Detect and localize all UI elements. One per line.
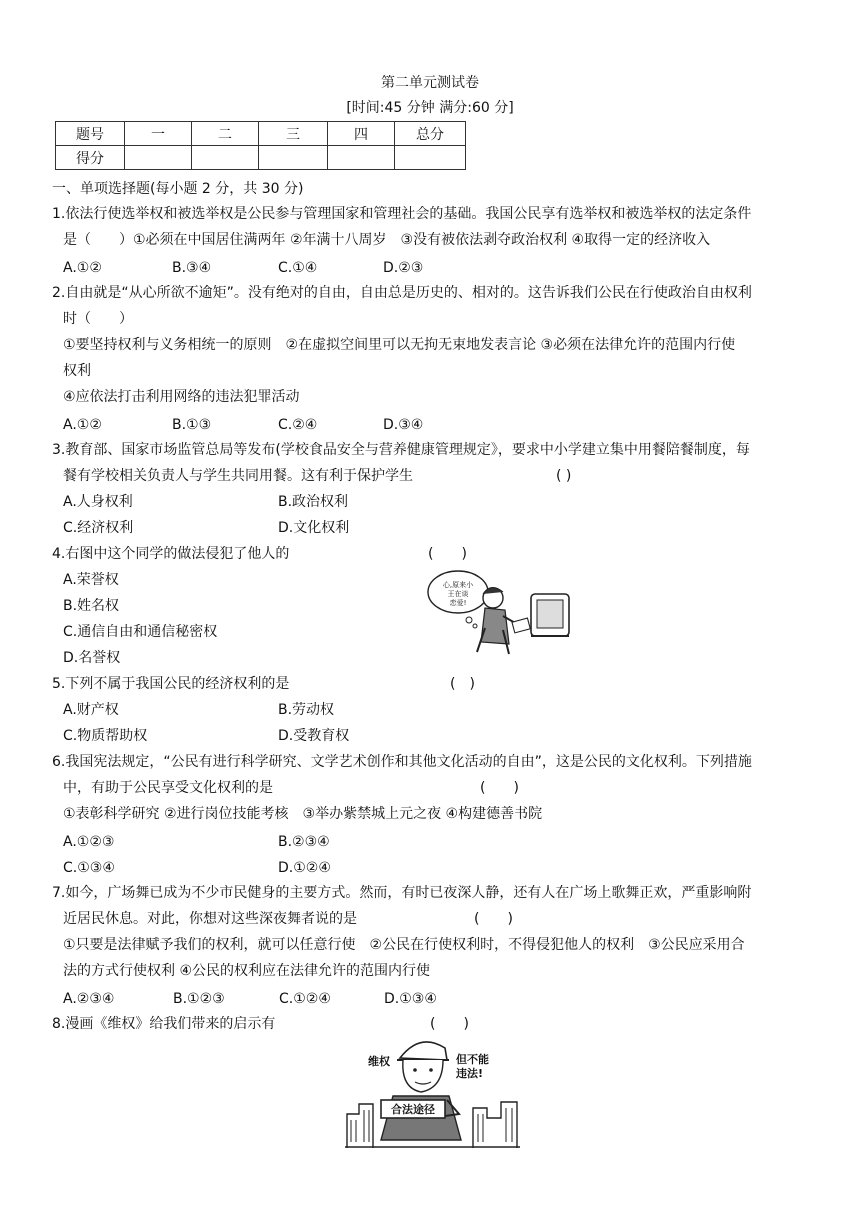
score-input-cell[interactable]: [328, 146, 395, 170]
option-c[interactable]: C.①③④: [63, 860, 115, 876]
svg-text:心,原来小: 心,原来小: [442, 581, 474, 589]
answer-blank[interactable]: ( ): [474, 911, 513, 927]
option-d[interactable]: D.②③: [383, 260, 424, 276]
student-reading-letter-illustration: [425, 568, 575, 660]
score-table: [55, 121, 466, 170]
answer-blank[interactable]: ( ): [430, 1016, 469, 1032]
page-subtitle: [时间:45 分钟 满分:60 分]: [346, 100, 514, 116]
question-8-stem: 8.漫画《维权》给我们带来的启示有: [52, 1016, 276, 1032]
question-6-stem-cont: 中，有助于公民享受文化权利的是: [63, 780, 273, 796]
option-b[interactable]: B.②③④: [278, 834, 330, 850]
question-1-stem: 1.依法行使选举权和被选举权是公民参与管理国家和管理社会的基础。我国公民享有选举权和被选举权的法定条件: [52, 206, 752, 222]
question-6-stem: 6.我国宪法规定，“公民有进行科学研究、文学艺术创作和其他文化活动的自由”，这是公民的文化权利。下列措施: [52, 754, 752, 770]
option-c[interactable]: C.②④: [278, 417, 318, 433]
option-d[interactable]: D.名誉权: [63, 650, 121, 666]
option-d[interactable]: D.③④: [383, 417, 424, 433]
cartoon-sign-text: 合法途径: [391, 1103, 435, 1116]
score-input-cell[interactable]: [259, 146, 328, 170]
question-2-statements-cont: ④应依法打击利用网络的违法犯罪活动: [63, 389, 300, 405]
question-4-stem: 4.右图中这个同学的做法侵犯了他人的: [52, 546, 290, 562]
score-input-cell[interactable]: [395, 146, 466, 170]
question-7-stem: 7.如今，广场舞已成为不少市民健身的主要方式。然而，有时已夜深人静，还有人在广场上歌舞正欢，严重影响附: [52, 885, 752, 901]
score-table-row-label: 得分: [56, 146, 125, 170]
score-table-cell: 一: [125, 122, 192, 146]
option-a[interactable]: A.人身权利: [63, 494, 133, 510]
score-table-cell: 总分: [395, 122, 466, 146]
question-3-stem: 3.教育部、国家市场监管总局等发布(学校食品安全与营养健康管理规定》，要求中小学建立集中用餐陪餐制度，每: [52, 442, 750, 458]
option-c[interactable]: C.①④: [278, 260, 318, 276]
option-a[interactable]: A.①②: [63, 417, 102, 433]
option-b[interactable]: B.姓名权: [63, 598, 120, 614]
option-a[interactable]: A.①②③: [63, 834, 115, 850]
cartoon-right-label: 但不能违法!: [456, 1053, 489, 1080]
option-d[interactable]: D.①②④: [278, 860, 331, 876]
section-heading: 一、单项选择题(每小题 2 分，共 30 分): [52, 181, 304, 197]
score-input-cell[interactable]: [125, 146, 192, 170]
page-title: 第二单元测试卷: [381, 75, 479, 91]
question-7-statements: ①只要是法律赋予我们的权利，就可以任意行使 ②公民在行使权利时，不得侵犯他人的权利 ③公民应采用合: [63, 937, 745, 953]
question-7-stem-cont: 近居民休息。对此，你想对这些深夜舞者说的是: [63, 911, 357, 927]
option-c[interactable]: C.①②④: [279, 991, 331, 1007]
score-input-cell[interactable]: [192, 146, 259, 170]
option-a[interactable]: A.①②: [63, 260, 102, 276]
option-b[interactable]: B.③④: [172, 260, 212, 276]
option-d[interactable]: D.①③④: [384, 991, 437, 1007]
option-c[interactable]: C.经济权利: [63, 520, 134, 536]
option-b[interactable]: B.劳动权: [278, 702, 335, 718]
question-3-stem-cont: 餐有学校相关负责人与学生共同用餐。这有利于保护学生: [63, 468, 413, 484]
option-c[interactable]: C.通信自由和通信秘密权: [63, 624, 218, 640]
option-a[interactable]: A.荣誉权: [63, 572, 119, 588]
score-table-header-row: [56, 122, 466, 146]
option-a[interactable]: A.②③④: [63, 991, 115, 1007]
score-table-cell: 二: [192, 122, 259, 146]
option-a[interactable]: A.财产权: [63, 702, 119, 718]
answer-blank[interactable]: ( ): [428, 546, 467, 562]
question-2-stem: 2.自由就是“从心所欲不逾矩”。没有绝对的自由，自由总是历史的、相对的。这告诉我们公民在行使政治自由权利: [52, 285, 752, 301]
question-1-stem-cont: 是（ ）①必须在中国居住满两年 ②年满十八周岁 ③没有被依法剥夺政治权利 ④取得一定的经济收入: [63, 232, 711, 248]
question-7-statements-cont: 法的方式行使权利 ④公民的权利应在法律允许的范围内行使: [63, 963, 430, 979]
score-table-cell: 三: [259, 122, 328, 146]
option-b[interactable]: B.①②③: [173, 991, 225, 1007]
svg-text:王在谈: 王在谈: [447, 590, 469, 598]
score-table-cell: 四: [328, 122, 395, 146]
question-6-statements: ①表彰科学研究 ②进行岗位技能考核 ③举办紫禁城上元之夜 ④构建德善书院: [63, 806, 543, 822]
score-table-score-row: [56, 146, 466, 170]
option-b[interactable]: B.①③: [172, 417, 212, 433]
answer-blank[interactable]: ( ): [480, 780, 519, 796]
worker-rights-cartoon: [345, 1030, 520, 1148]
option-b[interactable]: B.政治权利: [278, 494, 349, 510]
cartoon-left-label: 维权: [368, 1055, 390, 1068]
answer-blank[interactable]: ( ): [450, 676, 475, 692]
answer-blank[interactable]: ( ): [556, 468, 572, 484]
option-c[interactable]: C.物质帮助权: [63, 728, 148, 744]
score-table-cell: 题号: [56, 122, 125, 146]
option-d[interactable]: D.受教育权: [278, 728, 350, 744]
option-d[interactable]: D.文化权利: [278, 520, 350, 536]
svg-text:恋爱!: 恋爱!: [449, 599, 467, 607]
question-2-statements-cont: 权利: [63, 363, 91, 379]
question-2-statements: ①要坚持权利与义务相统一的原则 ②在虚拟空间里可以无拘无束地发表言论 ③必须在法律允许的范围内行使: [63, 337, 736, 353]
question-2-stem-cont: 时（ ）: [63, 311, 133, 327]
question-5-stem: 5.下列不属于我国公民的经济权利的是: [52, 676, 290, 692]
